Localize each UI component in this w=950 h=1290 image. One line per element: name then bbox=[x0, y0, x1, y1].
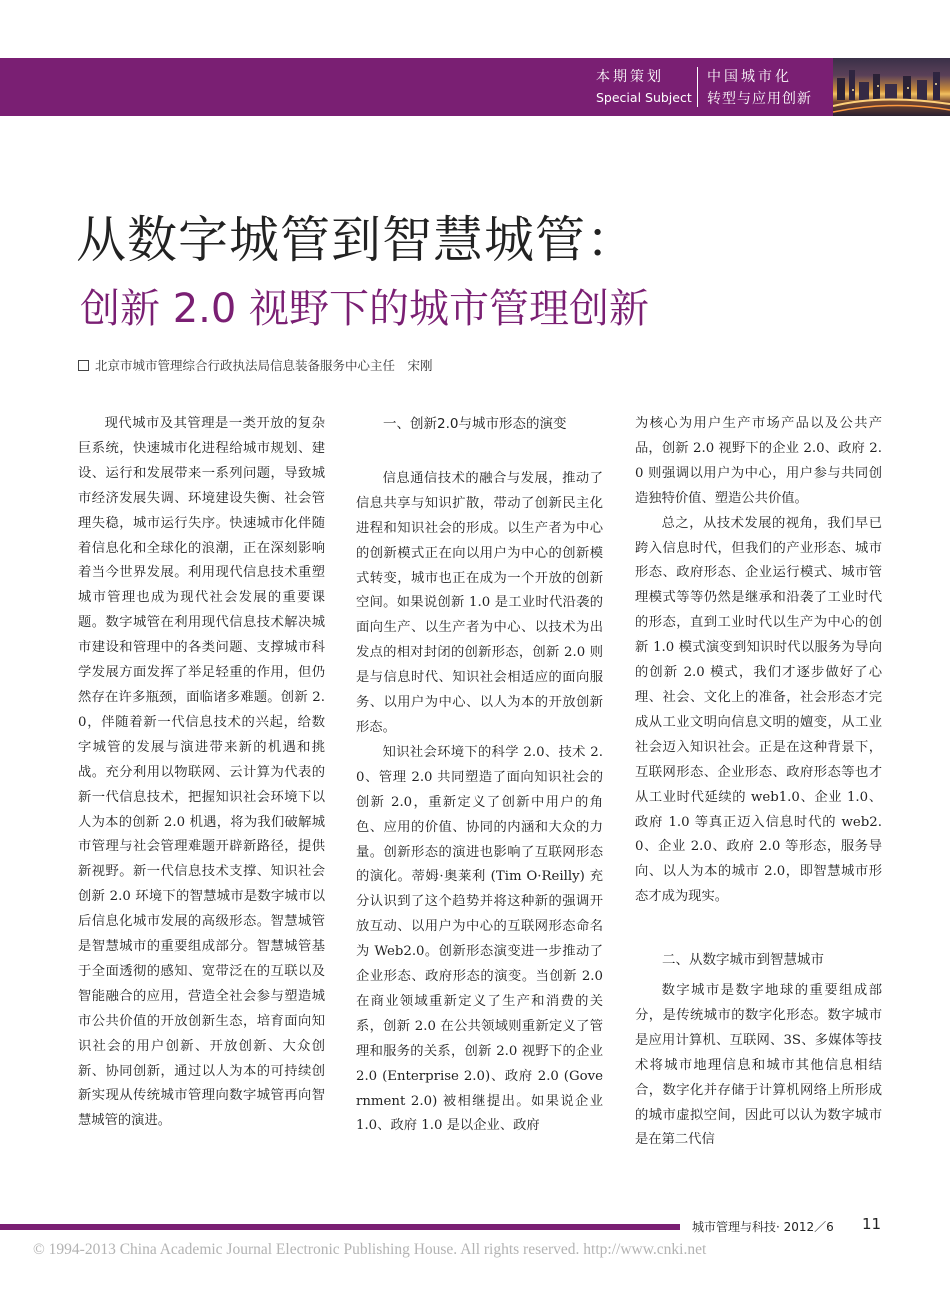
article-title: 从数字城管到智慧城管： bbox=[76, 211, 637, 269]
header-divider bbox=[697, 67, 698, 107]
paragraph: 数字城市是数字地球的重要组成部分，是传统城市的数字化形态。数字城市是应用计算机、互联网、3S、多媒体等技术将城市地理信息和城市其他信息相结合，数字化并存储于计算机网络上所形成的城市虚拟空间，因此可以认为数字城市是在第二代信 bbox=[635, 983, 882, 1148]
footer-bar bbox=[0, 1224, 680, 1230]
paragraph: 信息通信技术的融合与发展，推动了信息共享与知识扩散，带动了创新民主化进程和知识社会的形成。以生产者为中心的创新模式正在向以用户为中心的创新模式转变，城市也正在成为一个开放的创新空间。如果说创新 1.0 是工业时代沿袭的面向生产、以生产者为中心、以技术为出发点的相对封闭的创新形态，创新 2.0 则是与信息时代、知识社会相适应的面向服务、以用户为中心、以人为本的开放创新形态。 bbox=[356, 470, 603, 735]
copyright-watermark: © 1994-2013 China Academic Journal Electronic Publishing House. All rights reserved. http://www.cnki.net bbox=[33, 1241, 707, 1258]
topic-line-1: 中国城市化 bbox=[707, 69, 792, 85]
article-subtitle: 创新 2.0 视野下的城市管理创新 bbox=[80, 286, 650, 332]
paragraph: 总之，从技术发展的视角，我们早已跨入信息时代，但我们的产业形态、城市形态、政府形态、企业运行模式、城市管理模式等等仍然是继承和沿袭了工业时代的形态，直到工业时代以生产为中心的创新 1.0 模式演变到知识时代以服务为导向的创新 2.0 模式，我们才逐步做好了心理、社会、文化上的准备，社会形态才完成从工业文明向信息文明的嬗变，从工业社会迈入知识社会。正是在这种背景下，互联网形态、企业形态、政府形态等也才从工业时代延续的 web1.0、企业 1.0、政府 1.0 等真正迈入信息时代的 web2.0、企业 2.0、政府 2.0 等形态，服务导向、以人为本的城市 2.0，即智慧城市形态才成为现实。 bbox=[635, 515, 882, 905]
section-label-en: Special Subject bbox=[596, 90, 692, 105]
column-3 bbox=[635, 412, 882, 1153]
author-text: 北京市城市管理综合行政执法局信息装备服务中心主任 宋刚 bbox=[95, 358, 433, 373]
footer-journal: 城市管理与科技· 2012／6 bbox=[692, 1220, 834, 1234]
author-line bbox=[78, 356, 433, 374]
paragraph: 现代城市及其管理是一类开放的复杂巨系统，快速城市化进程给城市规划、建设、运行和发展带来一系列问题，导致城市经济发展失调、环境建设失衡、社会管理失稳，城市运行失序。快速城市化伴随着信息化和全球化的浪潮，正在深刻影响着当今世界发展。利用现代信息技术重塑城市管理也成为现代社会发展的重要课题。数字城管在利用现代信息技术解决城市建设和管理中的各类问题、支撑城市科学发展方面发挥了举足轻重的作用，但仍然存在许多瓶颈，面临诸多难题。创新 2.0，伴随着新一代信息技术的兴起，给数字城管的发展与演进带来新的机遇和挑战。充分利用以物联网、云计算为代表的新一代信息技术，把握知识社会环境下以人为本的创新 2.0 机遇，将为我们破解城市管理与社会管理难题开辟新路径，提供新视野。新一代信息技术支撑、知识社会创新 2.0 环境下的智慧城市是数字城市以后信息化城市发展的高级形态。智慧城管是智慧城市的重要组成部分。智慧城管基于全面透彻的感知、宽带泛在的互联以及智能融合的应用，营造全社会参与塑造城市公共价值的开放创新生态，培育面向知识社会的用户创新、开放创新、大众创新、协同创新，通过以人为本的可持续创新实现从传统城市管理向数字城管再向智慧城管的演进。 bbox=[78, 416, 325, 1129]
square-bullet-icon bbox=[78, 360, 89, 371]
section-heading-2: 二、从数字城市到智慧城市 bbox=[662, 952, 824, 969]
section-label-zh: 本期策划 bbox=[596, 69, 664, 85]
paragraph: 知识社会环境下的科学 2.0、技术 2.0、管理 2.0 共同塑造了面向知识社会的创新 2.0，重新定义了创新中用户的角色、应用的价值、协同的内涵和大众的力量。创新形态的演进也影响了互联网形态的演化。蒂姆·奥莱利 (Tim O·Reilly) 充分认识到了这个趋势并将这种新的强调开放互动、以用户为中心的互联网形态命名为 Web2.0。创新形态演变进一步推动了企业形态、政府形态的演变。当创新 2.0 在商业领域重新定义了生产和消费的关系，创新 2.0 在公共领域则重新定义了管理和服务的关系，创新 2.0 视野下的企业 2.0 (Enterprise 2.0)、政府 2.0 (Government 2.0) 被相继提出。如果说企业 1.0、政府 1.0 是以企业、政府 bbox=[356, 744, 603, 1134]
city-night-photo bbox=[833, 58, 950, 116]
column-2 bbox=[356, 412, 603, 1139]
column-1 bbox=[78, 412, 325, 1134]
topic-line-2: 转型与应用创新 bbox=[707, 91, 812, 107]
paragraph: 为核心为用户生产市场产品以及公共产品，创新 2.0 视野下的企业 2.0、政府 2.0 则强调以用户为中心，用户参与共同创造独特价值、塑造公共价值。 bbox=[635, 416, 882, 506]
section-heading-1: 一、创新2.0与城市形态的演变 bbox=[383, 416, 567, 432]
page-number: 11 bbox=[862, 1215, 882, 1233]
